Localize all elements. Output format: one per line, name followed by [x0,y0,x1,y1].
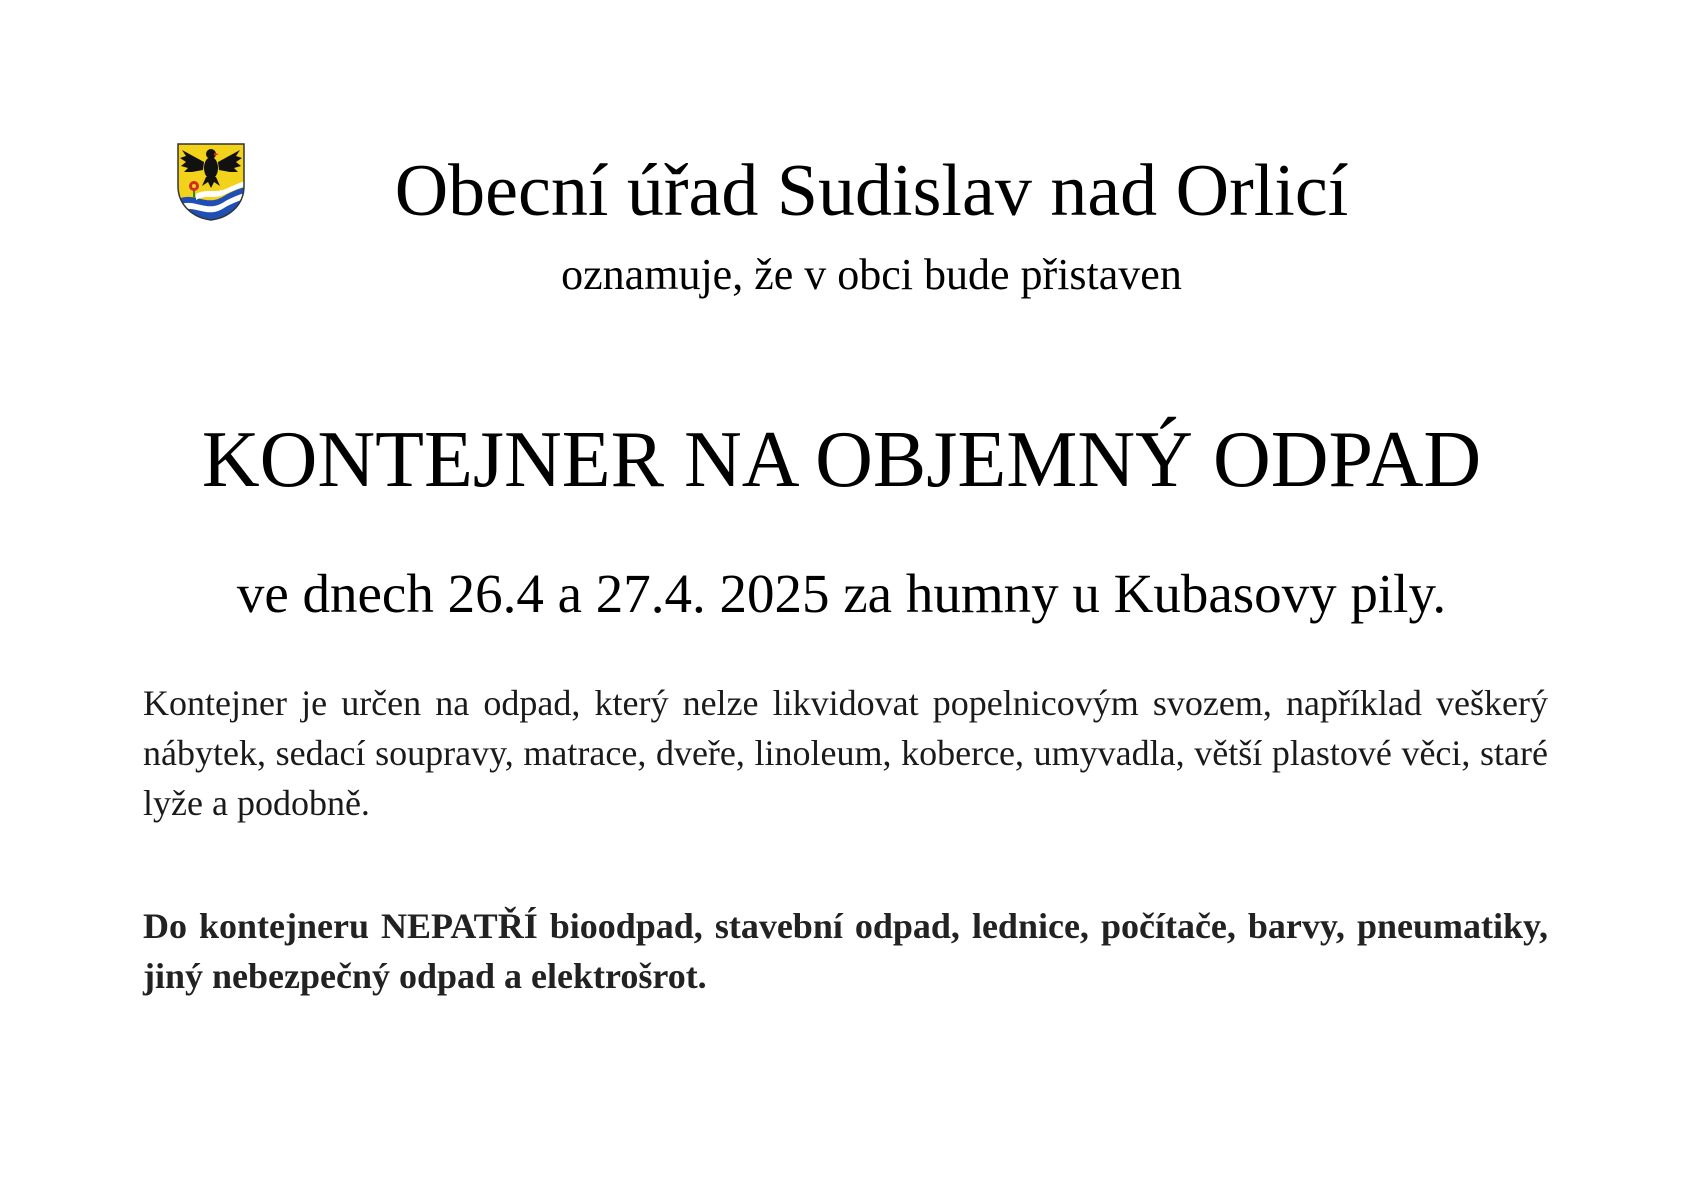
info-paragraph: Kontejner je určen na odpad, který nelze likvidovat popelnicovým svozem, například veškerý nábytek, sedací soupravy, matrace, dveře, linoleum, koberce, umyvadla, větší plastové věci, staré lyže a podobně. [143,683,1548,823]
office-title: Obecní úřad Sudislav nad Orlicí [394,150,1349,232]
warning-paragraph: Do kontejneru NEPATŘÍ bioodpad, stavební odpad, lednice, počítače, barvy, pneumatiky, jiný nebezpečný odpad a elektrošrot. [143,906,1548,996]
date-location-line: ve dnech 26.4 a 27.4. 2025 za humny u Kubasovy pily. [236,563,1447,624]
container-heading: KONTEJNER NA OBJEMNÝ ODPAD [201,416,1482,504]
announcement-subtitle: oznamuje, že v obci bude přistaven [561,250,1182,299]
